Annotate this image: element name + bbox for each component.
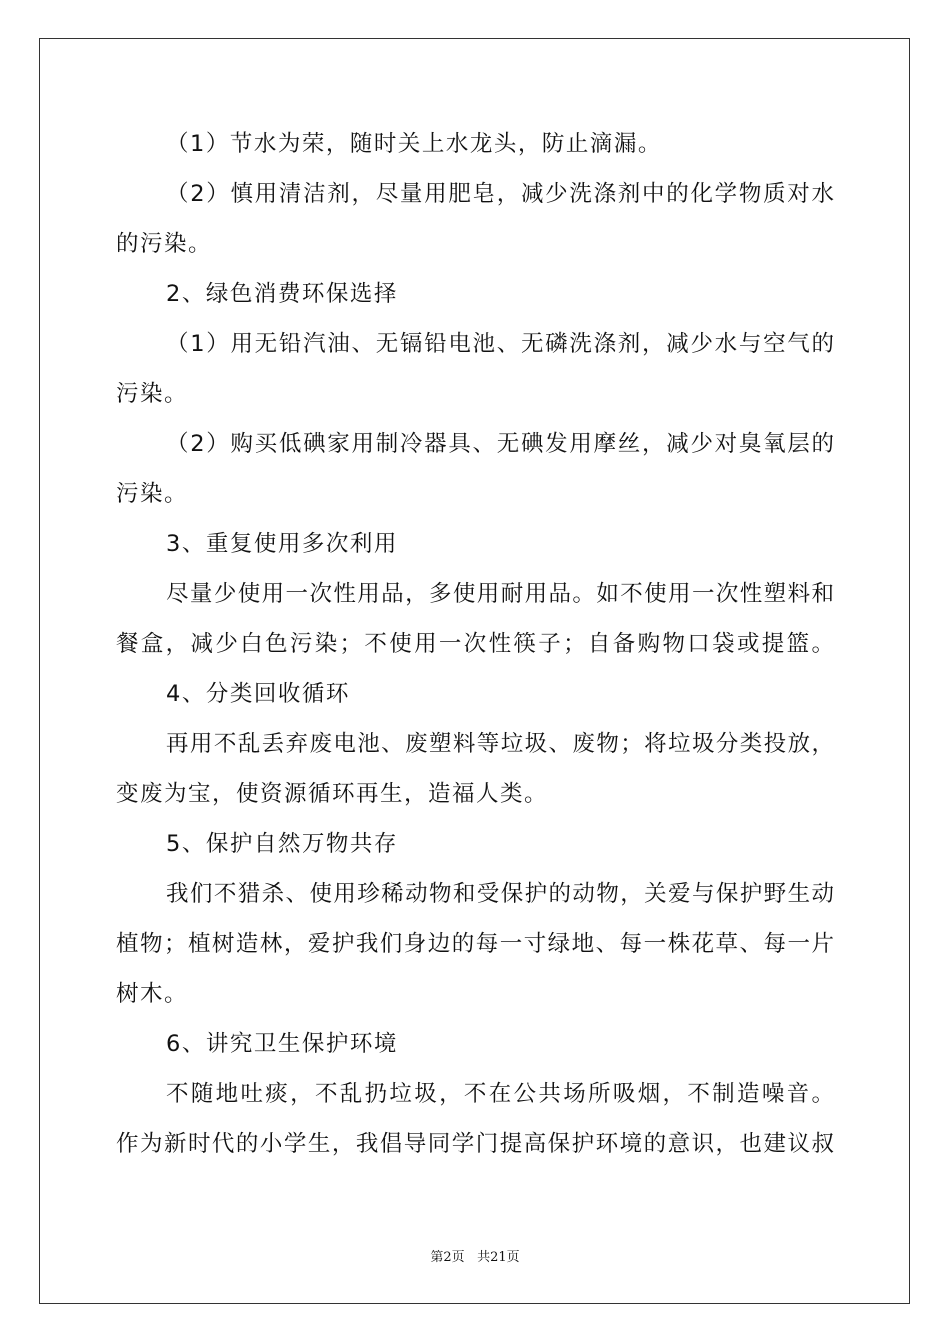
section-heading: 2、绿色消费环保选择	[166, 281, 398, 307]
paragraph-line: 我们不猎杀、使用珍稀动物和受保护的动物，关爱与保护野生动	[166, 881, 834, 907]
paragraph-line: 不随地吐痰，不乱扔垃圾，不在公共场所吸烟，不制造噪音。	[166, 1081, 834, 1107]
section-heading: 6、讲究卫生保护环境	[166, 1031, 398, 1057]
section-heading: 3、重复使用多次利用	[166, 531, 398, 557]
paragraph-line: 污染。	[116, 481, 189, 507]
paragraph-line: 餐盒，减少白色污染；不使用一次性筷子；自备购物口袋或提篮。	[116, 631, 834, 657]
section-heading: 5、保护自然万物共存	[166, 831, 398, 857]
paragraph-line: 再用不乱丢弃废电池、废塑料等垃圾、废物；将垃圾分类投放，	[166, 731, 834, 757]
paragraph-line: （1）节水为荣，随时关上水龙头，防止滴漏。	[166, 131, 662, 157]
paragraph-line: 变废为宝，使资源循环再生，造福人类。	[116, 781, 549, 807]
paragraph-line: （2）慎用清洁剂，尽量用肥皂，减少洗涤剂中的化学物质对水	[166, 181, 834, 207]
paragraph-line: 的污染。	[116, 231, 213, 257]
paragraph-line: （2）购买低碘家用制冷器具、无碘发用摩丝，减少对臭氧层的	[166, 431, 834, 457]
paragraph-line: 污染。	[116, 381, 189, 407]
page-number: 第2页	[430, 1250, 465, 1265]
paragraph-line: 作为新时代的小学生，我倡导同学门提高保护环境的意识，也建议叔	[116, 1131, 834, 1157]
paragraph-line: 尽量少使用一次性用品，多使用耐用品。如不使用一次性塑料和	[166, 581, 834, 607]
page-total: 共21页	[477, 1250, 520, 1265]
paragraph-line: （1）用无铅汽油、无镉铅电池、无磷洗涤剂，减少水与空气的	[166, 331, 834, 357]
page-footer	[0, 1246, 950, 1265]
paragraph-line: 植物；植树造林，爱护我们身边的每一寸绿地、每一株花草、每一片	[116, 931, 834, 957]
section-heading: 4、分类回收循环	[166, 681, 350, 707]
paragraph-line: 树木。	[116, 981, 189, 1007]
